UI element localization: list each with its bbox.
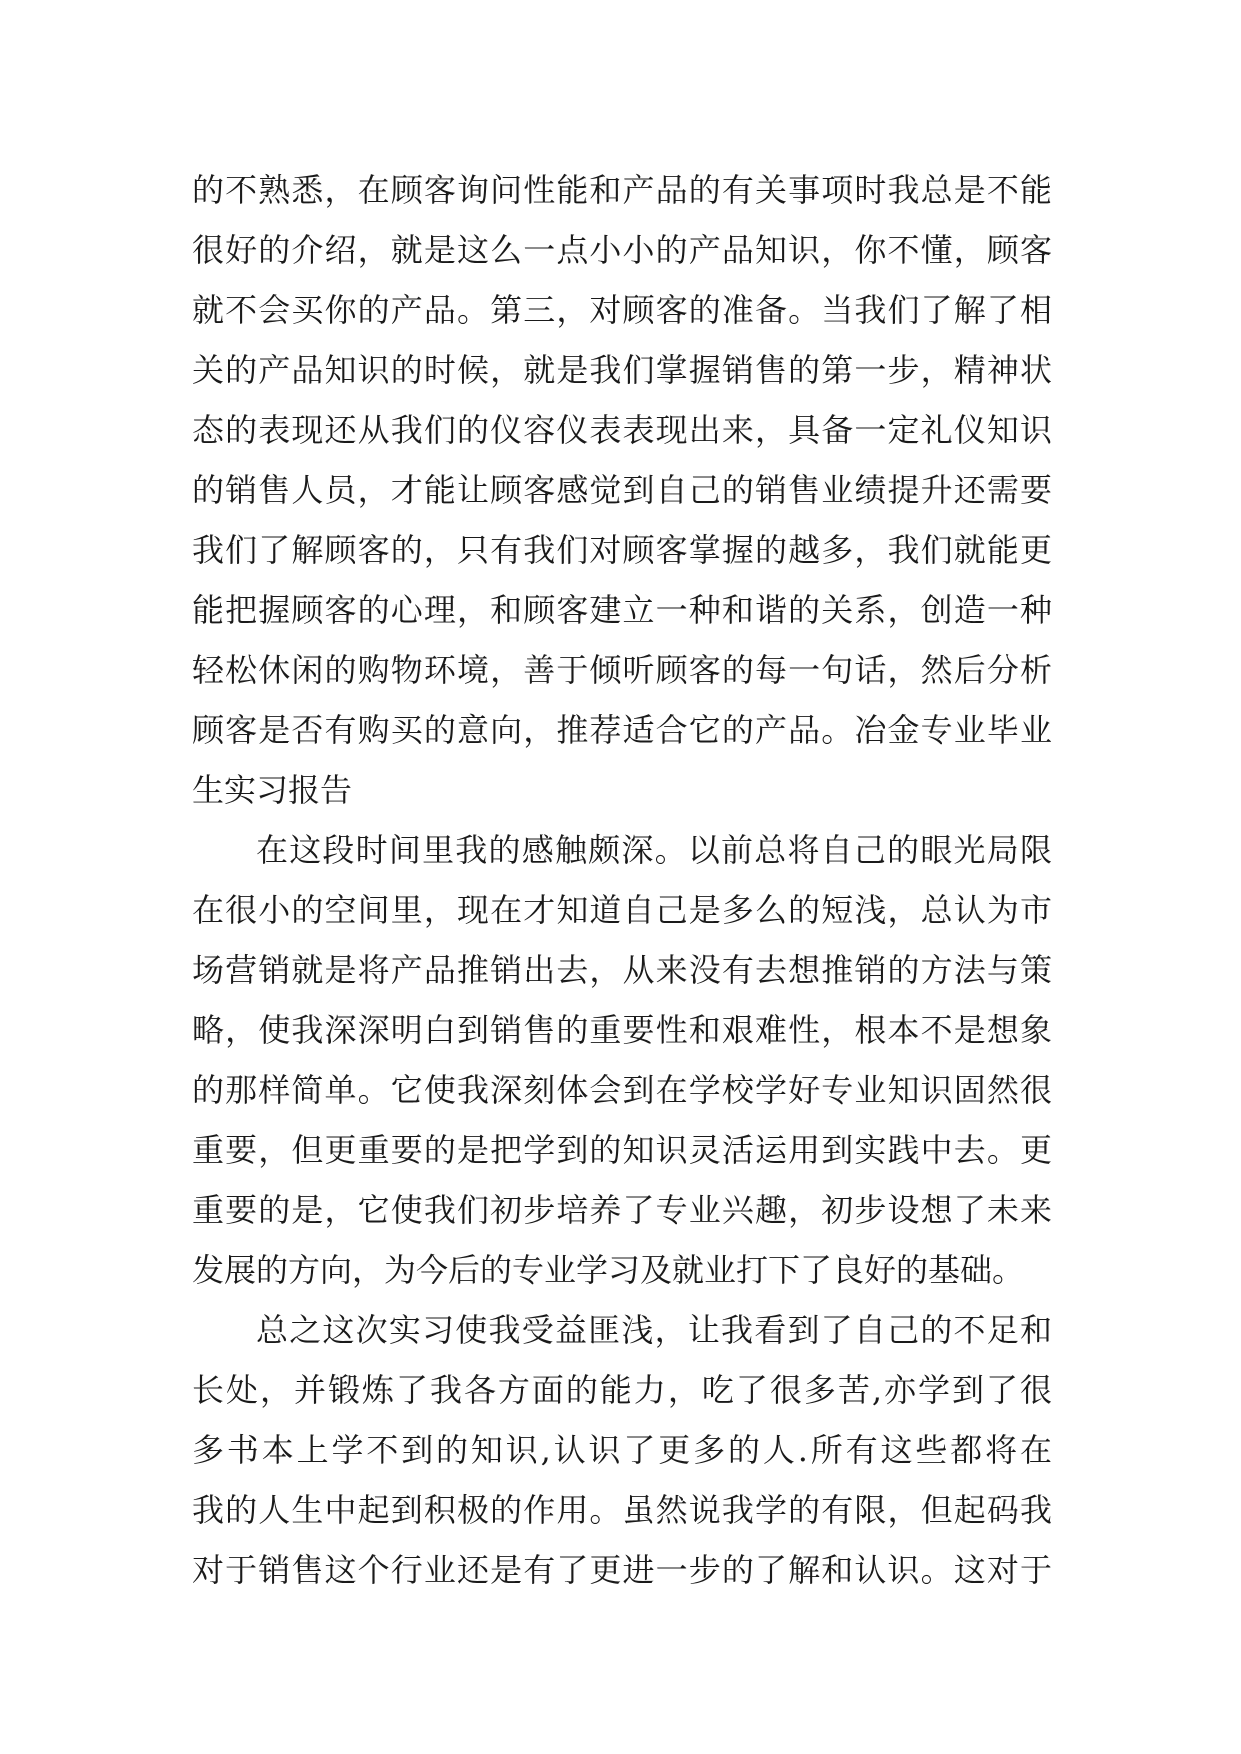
- text-line: 总之这次实习使我受益匪浅，让我看到了自己的不足和: [256, 1311, 1052, 1349]
- text-line: 我的人生中起到积极的作用。虽然说我学的有限，但起码我: [192, 1491, 1052, 1529]
- text-line: 能把握顾客的心理，和顾客建立一种和谐的关系，创造一种: [192, 591, 1052, 629]
- text-line: 在很小的空间里，现在才知道自己是多么的短浅，总认为市: [192, 891, 1052, 929]
- text-line: 重要，但更重要的是把学到的知识灵活运用到实践中去。更: [192, 1131, 1052, 1169]
- text-line: 的那样简单。它使我深刻体会到在学校学好专业知识固然很: [192, 1071, 1052, 1109]
- text-line: 关的产品知识的时候，就是我们掌握销售的第一步，精神状: [192, 351, 1052, 389]
- text-line: 生实习报告: [192, 771, 353, 809]
- text-line: 我们了解顾客的，只有我们对顾客掌握的越多，我们就能更: [192, 531, 1052, 569]
- text-line: 态的表现还从我们的仪容仪表表现出来，具备一定礼仪知识: [192, 411, 1052, 449]
- text-line: 对于销售这个行业还是有了更进一步的了解和认识。这对于: [192, 1551, 1052, 1589]
- text-line: 多书本上学不到的知识,认识了更多的人.所有这些都将在: [192, 1431, 1052, 1469]
- text-line: 略，使我深深明白到销售的重要性和艰难性，根本不是想象: [192, 1011, 1052, 1049]
- text-line: 发展的方向，为今后的专业学习及就业打下了良好的基础。: [192, 1251, 1025, 1289]
- text-line: 在这段时间里我的感触颇深。以前总将自己的眼光局限: [256, 831, 1052, 869]
- text-line: 顾客是否有购买的意向，推荐适合它的产品。冶金专业毕业: [192, 711, 1052, 749]
- text-line: 的不熟悉，在顾客询问性能和产品的有关事项时我总是不能: [192, 171, 1052, 209]
- text-line: 的销售人员，才能让顾客感觉到自己的销售业绩提升还需要: [192, 471, 1052, 509]
- body-text: [192, 160, 1052, 1600]
- text-line: 很好的介绍，就是这么一点小小的产品知识，你不懂，顾客: [192, 231, 1052, 269]
- text-line: 就不会买你的产品。第三，对顾客的准备。当我们了解了相: [192, 291, 1052, 329]
- text-line: 重要的是，它使我们初步培养了专业兴趣，初步设想了未来: [192, 1191, 1052, 1229]
- text-line: 长处，并锻炼了我各方面的能力，吃了很多苦,亦学到了很: [192, 1371, 1052, 1409]
- text-line: 轻松休闲的购物环境，善于倾听顾客的每一句话，然后分析: [192, 651, 1052, 689]
- text-line: 场营销就是将产品推销出去，从来没有去想推销的方法与策: [192, 951, 1052, 989]
